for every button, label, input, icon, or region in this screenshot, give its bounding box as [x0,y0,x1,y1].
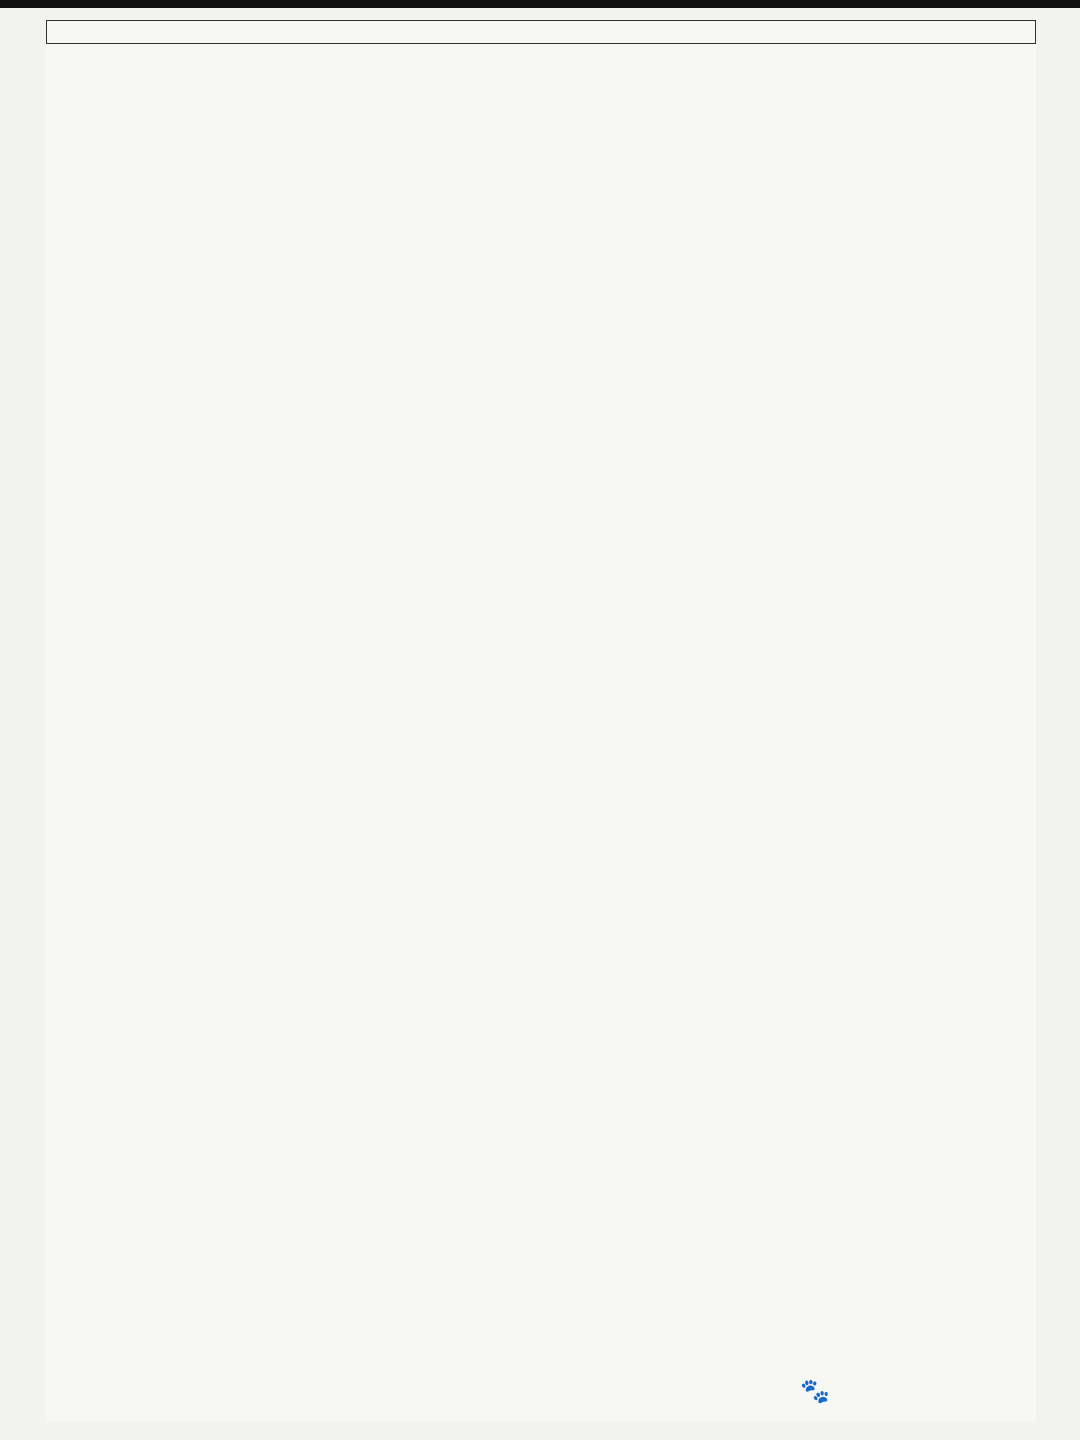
watermark-logo [800,1375,830,1406]
top-bar [0,0,1080,8]
paw-icon: 🐾 [800,1378,830,1405]
pedigree-sheet [46,20,1036,1422]
pedigree-header [46,20,1036,44]
